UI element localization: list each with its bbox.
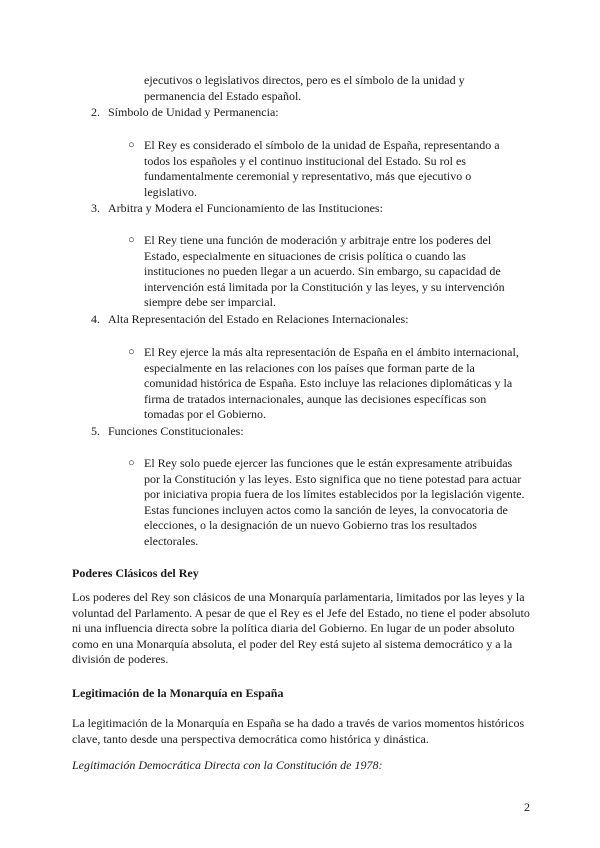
bullet-text: El Rey ejerce la más alta representación de España en el ámbito internacional, especialmente en las relaciones con los países que forman parte de la comunidad histórica de España. Esto incluye las relaciones diplomáticas y la firma de tratados internacionales, aunque las decisiones específicas son tomadas por el Gobierno.: [144, 345, 519, 421]
hollow-circle-bullet-icon: ○: [128, 346, 135, 358]
item-number: 3.: [91, 201, 100, 215]
bullet-text: El Rey solo puede ejercer las funciones que le están expresamente atribuidas por la Constitución y las leyes. Esto significa que no tiene potestad para actuar por iniciativa propia fuera de los límites establecidos por la legislación vigente. Estas funciones incluyen actos como la sanción de leyes, la convocatoria de elecciones, o la designación de un nuevo Gobierno tras los resultados electorales.: [144, 456, 525, 548]
item-title: Funciones Constitucionales:: [108, 424, 244, 438]
numbered-item-4: [91, 312, 531, 328]
hollow-circle-bullet-icon: ○: [128, 139, 135, 151]
hollow-circle-bullet-icon: ○: [128, 457, 135, 469]
item-number: 2.: [91, 105, 100, 119]
item-title: Símbolo de Unidad y Permanencia:: [108, 105, 279, 119]
item-number: 5.: [91, 424, 100, 438]
item-title: Arbitra y Modera el Funcionamiento de las Instituciones:: [108, 201, 383, 215]
section-heading-legitimacion: Legitimación de la Monarquía en España: [72, 686, 284, 700]
numbered-item-3: [91, 201, 531, 217]
page-number: 2: [524, 800, 530, 814]
bullet-text: El Rey tiene una función de moderación y arbitraje entre los poderes del Estado, especialmente en situaciones de crisis política o cuando las instituciones no pueden llegar a un acuerdo. Sin embargo, su capacidad de intervención está limitada por la Constitución y las leyes, y su intervención siempre debe ser imparcial.: [144, 233, 505, 309]
bullet-text: El Rey es considerado el símbolo de la unidad de España, representando a todos los españoles y el continuo institucional del Estado. Su rol es fundamentalmente ceremonial y representativo, más que ejecutivo o legislativo.: [144, 138, 500, 199]
hollow-circle-bullet-icon: ○: [128, 234, 135, 246]
paragraph-legitimacion: La legitimación de la Monarquía en España se ha dado a través de varios momentos históricos clave, tanto desde una perspectiva democrática como histórica y dinástica.: [72, 716, 525, 746]
item-title: Alta Representación del Estado en Relaciones Internacionales:: [108, 312, 409, 326]
subheading-legitimacion-democratica: Legitimación Democrática Directa con la Constitución de 1978:: [72, 758, 383, 772]
paragraph-poderes: Los poderes del Rey son clásicos de una Monarquía parlamentaria, limitados por las leyes y la voluntad del Parlamento. A pesar de que el Rey es el Jefe del Estado, no tiene el poder absoluto ni una influencia directa sobre la política diaria del Gobierno. En lugar de un poder absoluto como en una Monarquía absoluta, el poder del Rey está sujeto al sistema democrático y a la división de poderes.: [72, 590, 530, 666]
numbered-item-2: [91, 105, 531, 121]
section-heading-poderes: Poderes Clásicos del Rey: [72, 566, 199, 580]
item-number: 4.: [91, 312, 100, 326]
continuation-text: ejecutivos o legislativos directos, pero es el símbolo de la unidad y permanencia del Estado español.: [144, 73, 465, 103]
numbered-item-5: [91, 424, 531, 440]
